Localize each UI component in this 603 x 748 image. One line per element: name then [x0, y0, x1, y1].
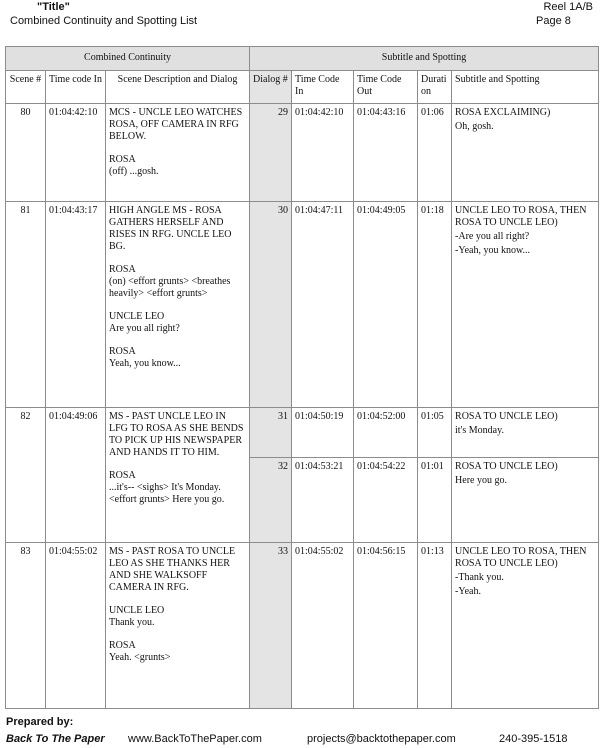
- table-row: [6, 543, 599, 709]
- description-line: Yeah, you know...: [109, 358, 181, 369]
- prepared-by-label: Prepared by:: [6, 716, 74, 728]
- dialog-number: 31: [250, 408, 292, 458]
- description-line: ...it's-- <sighs> It's Monday. <effort grunts> Here you go.: [109, 482, 225, 505]
- table-row: [6, 104, 599, 202]
- spot-timecode-in: 01:04:55:02: [292, 543, 354, 709]
- subtitle-line: ROSA EXCLAIMING): [455, 107, 551, 118]
- description-paragraph: [109, 346, 246, 370]
- description-line: MCS - UNCLE LEO WATCHES ROSA, OFF CAMERA IN RFG BELOW.: [109, 107, 243, 142]
- dialog-number: 30: [250, 202, 292, 408]
- scene-number: 80: [6, 104, 46, 202]
- description-line: Thank you.: [109, 617, 155, 628]
- description-paragraph: [109, 264, 246, 300]
- description-paragraph: [109, 546, 246, 594]
- description-line: ROSA: [109, 154, 136, 165]
- scene-timecode-in: 01:04:49:06: [46, 408, 106, 543]
- scene-number: 83: [6, 543, 46, 709]
- subtitle-text: [452, 408, 599, 458]
- subtitle-line: -Yeah, you know...: [455, 245, 531, 256]
- dialog-number: 32: [250, 458, 292, 543]
- document-subtitle: Combined Continuity and Spotting List: [10, 15, 198, 27]
- scene-number: 81: [6, 202, 46, 408]
- subtitle-line: ROSA TO UNCLE LEO): [455, 411, 558, 422]
- scene-timecode-in: 01:04:42:10: [46, 104, 106, 202]
- company-name: Back To The Paper: [6, 733, 105, 745]
- subtitle-line: UNCLE LEO TO ROSA, THEN ROSA TO UNCLE LEO): [455, 546, 587, 569]
- description-paragraph: [109, 205, 246, 253]
- phone-number: 240-395-1518: [499, 733, 568, 745]
- col-header-timecode-in-2: Time Code In: [292, 71, 354, 104]
- description-paragraph: [109, 640, 246, 664]
- document-title: "Title": [37, 1, 70, 13]
- subtitle-line: -Are you all right?: [455, 231, 530, 242]
- spot-timecode-in: 01:04:42:10: [292, 104, 354, 202]
- description-line: HIGH ANGLE MS - ROSA GATHERS HERSELF AND RISES IN RFG. UNCLE LEO BG.: [109, 205, 232, 252]
- scene-description: [106, 408, 250, 543]
- subtitle-line: UNCLE LEO TO ROSA, THEN ROSA TO UNCLE LEO): [455, 205, 587, 228]
- description-line: Yeah. <grunts>: [109, 652, 171, 663]
- scene-description: [106, 543, 250, 709]
- table-row: [6, 202, 599, 408]
- page-header: [0, 0, 603, 36]
- spot-duration: 01:01: [418, 458, 452, 543]
- col-header-description: Scene Description and Dialog: [106, 71, 250, 104]
- description-line: Are you all right?: [109, 323, 180, 334]
- dialog-number: 33: [250, 543, 292, 709]
- description-line: ROSA: [109, 470, 136, 481]
- spot-timecode-in: 01:04:53:21: [292, 458, 354, 543]
- description-line: (on) <effort grunts> <breathes heavily> <effort grunts>: [109, 276, 231, 299]
- description-line: ROSA: [109, 640, 136, 651]
- page-number: Page 8: [536, 15, 571, 27]
- description-paragraph: [109, 154, 246, 178]
- col-header-dialog: Dialog #: [250, 71, 292, 104]
- scene-number: 82: [6, 408, 46, 543]
- col-header-timecode-out: Time Code Out: [354, 71, 418, 104]
- spot-duration: 01:06: [418, 104, 452, 202]
- continuity-table: [5, 46, 599, 709]
- col-header-subtitle: Subtitle and Spotting: [452, 71, 599, 104]
- group-header-continuity: Combined Continuity: [6, 47, 250, 71]
- scene-description: [106, 202, 250, 408]
- col-header-scene: Scene #: [6, 71, 46, 104]
- scene-timecode-in: 01:04:43:17: [46, 202, 106, 408]
- col-header-duration: Durati on: [418, 71, 452, 104]
- subtitle-text: [452, 543, 599, 709]
- spot-duration: 01:13: [418, 543, 452, 709]
- page-footer: [0, 712, 603, 748]
- spot-timecode-out: 01:04:54:22: [354, 458, 418, 543]
- email-link[interactable]: projects@backtothepaper.com: [307, 733, 456, 745]
- spot-duration: 01:18: [418, 202, 452, 408]
- description-paragraph: [109, 107, 246, 143]
- website-link[interactable]: www.BackToThePaper.com: [128, 733, 262, 745]
- description-paragraph: [109, 311, 246, 335]
- spot-timecode-in: 01:04:50:19: [292, 408, 354, 458]
- subtitle-text: [452, 104, 599, 202]
- group-header-spotting: Subtitle and Spotting: [250, 47, 599, 71]
- description-line: ROSA: [109, 346, 136, 357]
- subtitle-line: Oh, gosh.: [455, 121, 494, 132]
- subtitle-line: Here you go.: [455, 475, 507, 486]
- subtitle-line: -Yeah.: [455, 586, 481, 597]
- description-paragraph: [109, 605, 246, 629]
- subtitle-text: [452, 458, 599, 543]
- scene-timecode-in: 01:04:55:02: [46, 543, 106, 709]
- dialog-number: 29: [250, 104, 292, 202]
- description-paragraph: [109, 470, 246, 506]
- description-line: UNCLE LEO: [109, 311, 165, 322]
- description-line: MS - PAST UNCLE LEO IN LFG TO ROSA AS SHE BENDS TO PICK UP HIS NEWSPAPER AND HANDS IT TO HIM.: [109, 411, 244, 458]
- spot-timecode-in: 01:04:47:11: [292, 202, 354, 408]
- subtitle-text: [452, 202, 599, 408]
- reel-label: Reel 1A/B: [543, 1, 593, 13]
- description-paragraph: [109, 411, 246, 459]
- spot-timecode-out: 01:04:56:15: [354, 543, 418, 709]
- table-row: [6, 408, 599, 458]
- scene-description: [106, 104, 250, 202]
- table-body: [6, 104, 599, 709]
- subtitle-line: ROSA TO UNCLE LEO): [455, 461, 558, 472]
- description-line: UNCLE LEO: [109, 605, 165, 616]
- spot-timecode-out: 01:04:43:16: [354, 104, 418, 202]
- subtitle-line: -Thank you.: [455, 572, 504, 583]
- spot-timecode-out: 01:04:49:05: [354, 202, 418, 408]
- col-header-timecode-in: Time code In: [46, 71, 106, 104]
- spot-timecode-out: 01:04:52:00: [354, 408, 418, 458]
- description-line: MS - PAST ROSA TO UNCLE LEO AS SHE THANKS HER AND SHE WALKSOFF CAMERA IN RFG.: [109, 546, 236, 593]
- description-line: ROSA: [109, 264, 136, 275]
- subtitle-line: it's Monday.: [455, 425, 504, 436]
- spot-duration: 01:05: [418, 408, 452, 458]
- description-line: (off) ...gosh.: [109, 166, 159, 177]
